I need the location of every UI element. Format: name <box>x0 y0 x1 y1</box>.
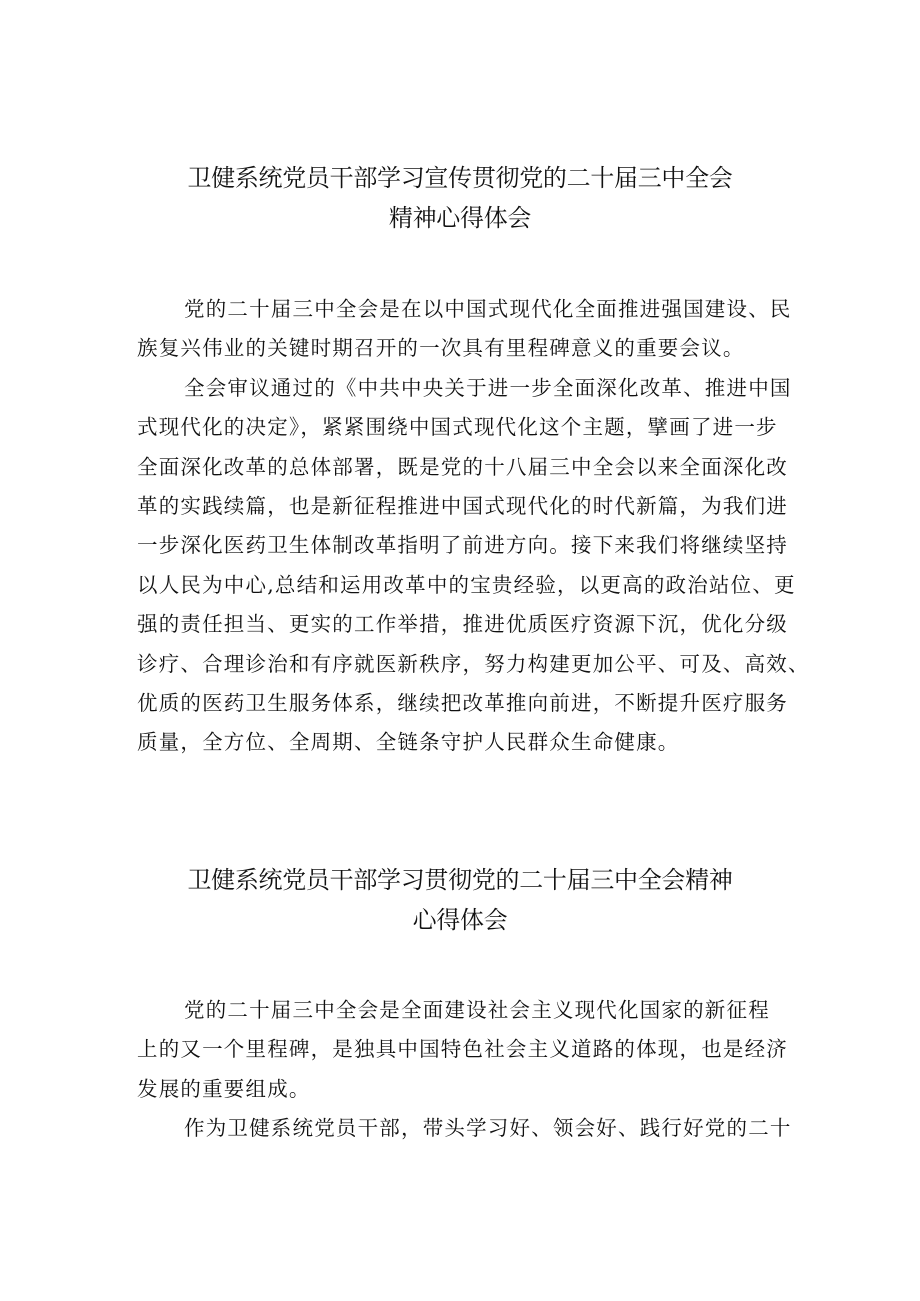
body-line: 党的二十届三中全会是全面建设社会主义现代化国家的新征程 <box>184 998 770 1022</box>
body-line: 强的责任担当、更实的工作举措，推进优质医疗资源下沉，优化分级 <box>137 612 788 637</box>
body-line: 革的实践续篇，也是新征程推进中国式现代化的时代新篇，为我们进 <box>137 493 788 518</box>
article-1-title <box>0 158 920 238</box>
body-line: 族复兴伟业的关键时期召开的一次具有里程碑意义的重要会议。 <box>137 336 745 361</box>
body-line: 质量，全方位、全周期、全链条守护人民群众生命健康。 <box>137 730 680 755</box>
article-2-body <box>137 991 797 1149</box>
title-line: 卫健系统党员干部学习贯彻党的二十届三中全会精神 <box>187 866 733 894</box>
article-2-title <box>0 860 920 940</box>
title-line: 卫健系统党员干部学习宣传贯彻党的二十届三中全会 <box>187 164 733 192</box>
article-1-body <box>137 290 810 763</box>
body-line: 诊疗、合理诊治和有序就医新秩序，努力构建更加公平、可及、高效、 <box>137 651 810 676</box>
body-line: 上的又一个里程碑，是独具中国特色社会主义道路的体现，也是经济 <box>137 1037 788 1062</box>
body-line: 全面深化改革的总体部署，既是党的十八届三中全会以来全面深化改 <box>137 454 788 479</box>
body-line: 党的二十届三中全会是在以中国式现代化全面推进强国建设、民 <box>184 297 792 321</box>
body-line: 全会审议通过的《中共中央关于进一步全面深化改革、推进中国 <box>184 375 792 400</box>
body-line: 以人民为中心,总结和运用改革中的宝贵经验，以更高的政治站位、更 <box>137 572 796 597</box>
body-line: 作为卫健系统党员干部，带头学习好、领会好、践行好党的二十 <box>184 1116 792 1141</box>
title-line: 精神心得体会 <box>388 204 532 232</box>
body-line: 发展的重要组成。 <box>137 1076 311 1101</box>
body-line: 式现代化的决定》，紧紧围绕中国式现代化这个主题，擘画了进一步 <box>137 415 778 440</box>
title-line: 心得体会 <box>412 906 508 934</box>
body-line: 优质的医药卫生服务体系，继续把改革推向前进，不断提升医疗服务 <box>137 690 788 715</box>
body-line: 一步深化医药卫生体制改革指明了前进方向。接下来我们将继续坚持 <box>137 533 788 558</box>
